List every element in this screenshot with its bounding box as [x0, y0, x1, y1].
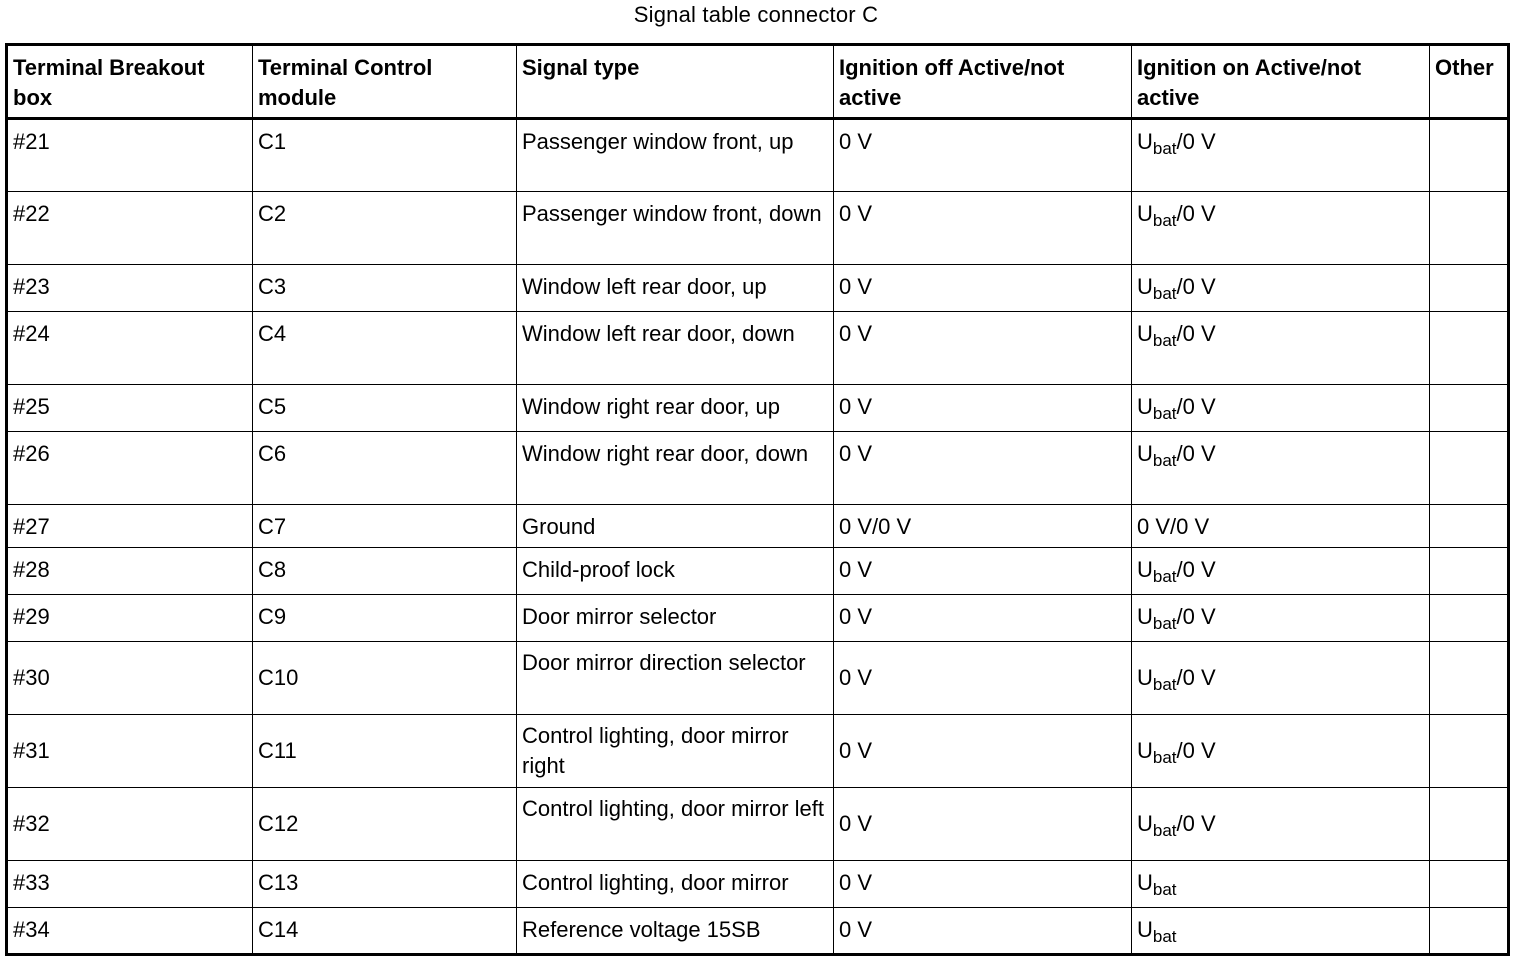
voltage-subscript: bat — [1152, 748, 1177, 767]
voltage-subscript: bat — [1152, 331, 1177, 350]
cell-breakout: #31 — [7, 715, 253, 788]
cell-signal: Control lighting, door mirror — [517, 861, 834, 908]
cell-breakout: #33 — [7, 861, 253, 908]
cell-breakout: #29 — [7, 595, 253, 642]
table-row — [7, 505, 1509, 548]
voltage-subscript: bat — [1152, 675, 1177, 694]
cell-other — [1430, 505, 1509, 548]
voltage-subscript: bat — [1152, 821, 1177, 840]
voltage-suffix: /0 V — [1176, 201, 1216, 226]
cell-breakout: #34 — [7, 908, 253, 955]
header-control-module: Terminal Control module — [253, 45, 517, 119]
cell-control: C2 — [253, 192, 517, 265]
cell-signal: Passenger window front, up — [517, 119, 834, 192]
cell-other — [1430, 432, 1509, 505]
cell-ignition-off: 0 V — [834, 432, 1132, 505]
cell-signal: Window right rear door, down — [517, 432, 834, 505]
cell-ignition-off: 0 V — [834, 908, 1132, 955]
cell-control: C1 — [253, 119, 517, 192]
cell-other — [1430, 265, 1509, 312]
cell-ignition-off: 0 V — [834, 312, 1132, 385]
cell-breakout: #24 — [7, 312, 253, 385]
cell-ignition-on — [1132, 788, 1430, 861]
cell-ignition-off: 0 V — [834, 642, 1132, 715]
voltage-suffix: /0 V — [1176, 738, 1216, 763]
table-caption: Signal table connector C — [633, 2, 879, 27]
cell-control: C9 — [253, 595, 517, 642]
cell-breakout: #30 — [7, 642, 253, 715]
cell-ignition-off: 0 V — [834, 265, 1132, 312]
cell-breakout: #32 — [7, 788, 253, 861]
voltage-base: U — [1137, 604, 1153, 629]
voltage-base: U — [1137, 394, 1153, 419]
cell-ignition-off: 0 V — [834, 119, 1132, 192]
voltage-base: U — [1137, 738, 1153, 763]
voltage-base: U — [1137, 201, 1153, 226]
cell-ignition-on — [1132, 595, 1430, 642]
voltage-suffix: /0 V — [1176, 604, 1216, 629]
table-row — [7, 312, 1509, 385]
header-row — [7, 45, 1509, 119]
cell-other — [1430, 192, 1509, 265]
voltage-base: U — [1137, 811, 1153, 836]
cell-ignition-on — [1132, 642, 1430, 715]
cell-ignition-on — [1132, 385, 1430, 432]
cell-breakout: #26 — [7, 432, 253, 505]
voltage-subscript: bat — [1152, 614, 1177, 633]
cell-ignition-off: 0 V — [834, 548, 1132, 595]
cell-signal: Window left rear door, down — [517, 312, 834, 385]
cell-control: C12 — [253, 788, 517, 861]
cell-control: C6 — [253, 432, 517, 505]
voltage-base: U — [1137, 665, 1153, 690]
voltage-suffix: /0 V — [1176, 321, 1216, 346]
table-row — [7, 192, 1509, 265]
cell-signal: Window right rear door, up — [517, 385, 834, 432]
cell-ignition-on — [1132, 861, 1430, 908]
cell-breakout: #25 — [7, 385, 253, 432]
voltage-base: U — [1137, 557, 1153, 582]
table-row — [7, 432, 1509, 505]
table-row — [7, 715, 1509, 788]
voltage-subscript: bat — [1152, 404, 1177, 423]
voltage-suffix: /0 V — [1176, 274, 1216, 299]
cell-control: C13 — [253, 861, 517, 908]
voltage-base: U — [1137, 129, 1153, 154]
voltage-base: U — [1137, 441, 1153, 466]
cell-control: C4 — [253, 312, 517, 385]
cell-other — [1430, 908, 1509, 955]
cell-control: C11 — [253, 715, 517, 788]
cell-ignition-off: 0 V — [834, 861, 1132, 908]
voltage-suffix: /0 V — [1176, 811, 1216, 836]
cell-other — [1430, 548, 1509, 595]
cell-ignition-off: 0 V — [834, 788, 1132, 861]
voltage-suffix: /0 V — [1176, 129, 1216, 154]
cell-control: C7 — [253, 505, 517, 548]
voltage-suffix: /0 V — [1176, 441, 1216, 466]
cell-signal: Control lighting, door mirror left — [517, 788, 834, 861]
voltage-subscript: bat — [1152, 284, 1177, 303]
cell-signal: Reference voltage 15SB — [517, 908, 834, 955]
cell-ignition-on — [1132, 265, 1430, 312]
cell-control: C3 — [253, 265, 517, 312]
cell-breakout: #23 — [7, 265, 253, 312]
voltage-suffix: /0 V — [1176, 557, 1216, 582]
table-row — [7, 908, 1509, 955]
header-other: Other — [1430, 45, 1509, 119]
table-row — [7, 385, 1509, 432]
cell-control: C8 — [253, 548, 517, 595]
voltage-base: U — [1137, 274, 1153, 299]
cell-control: C5 — [253, 385, 517, 432]
cell-breakout: #28 — [7, 548, 253, 595]
cell-other — [1430, 788, 1509, 861]
table-row — [7, 119, 1509, 192]
cell-ignition-on — [1132, 908, 1430, 955]
voltage-base: U — [1137, 321, 1153, 346]
cell-ignition-on — [1132, 192, 1430, 265]
cell-ignition-on — [1132, 548, 1430, 595]
voltage-subscript: bat — [1152, 139, 1177, 158]
cell-other — [1430, 715, 1509, 788]
header-ignition-off: Ignition off Active/not active — [834, 45, 1132, 119]
cell-ignition-on — [1132, 715, 1430, 788]
table-row — [7, 595, 1509, 642]
table-row — [7, 861, 1509, 908]
cell-ignition-off: 0 V — [834, 595, 1132, 642]
voltage-subscript: bat — [1152, 211, 1177, 230]
cell-other — [1430, 385, 1509, 432]
cell-signal: Ground — [517, 505, 834, 548]
cell-ignition-on — [1132, 119, 1430, 192]
cell-signal: Child-proof lock — [517, 548, 834, 595]
cell-other — [1430, 642, 1509, 715]
cell-signal: Control lighting, door mirror right — [517, 715, 834, 788]
cell-ignition-off: 0 V — [834, 715, 1132, 788]
cell-signal: Window left rear door, up — [517, 265, 834, 312]
table-row — [7, 265, 1509, 312]
cell-ignition-on — [1132, 312, 1430, 385]
voltage-base: U — [1137, 870, 1153, 895]
cell-signal: Door mirror direction selector — [517, 642, 834, 715]
voltage-subscript: bat — [1152, 927, 1177, 946]
cell-ignition-off: 0 V/0 V — [834, 505, 1132, 548]
voltage-base: U — [1137, 917, 1153, 942]
cell-other — [1430, 595, 1509, 642]
cell-control: C10 — [253, 642, 517, 715]
table-row — [7, 642, 1509, 715]
voltage-subscript: bat — [1152, 880, 1177, 899]
cell-control: C14 — [253, 908, 517, 955]
voltage-suffix: /0 V — [1176, 665, 1216, 690]
cell-breakout: #21 — [7, 119, 253, 192]
cell-other — [1430, 312, 1509, 385]
header-ignition-on: Ignition on Active/not active — [1132, 45, 1430, 119]
voltage-suffix: /0 V — [1176, 394, 1216, 419]
table-row — [7, 788, 1509, 861]
cell-breakout: #27 — [7, 505, 253, 548]
cell-other — [1430, 861, 1509, 908]
cell-ignition-off: 0 V — [834, 385, 1132, 432]
cell-other — [1430, 119, 1509, 192]
table-row — [7, 548, 1509, 595]
voltage-subscript: bat — [1152, 567, 1177, 586]
voltage-base: 0 V/0 V — [1137, 514, 1210, 539]
cell-ignition-on — [1132, 505, 1430, 548]
header-breakout-box: Terminal Breakout box — [7, 45, 253, 119]
cell-signal: Door mirror selector — [517, 595, 834, 642]
cell-breakout: #22 — [7, 192, 253, 265]
header-signal-type: Signal type — [517, 45, 834, 119]
cell-ignition-on — [1132, 432, 1430, 505]
cell-signal: Passenger window front, down — [517, 192, 834, 265]
cell-ignition-off: 0 V — [834, 192, 1132, 265]
signal-table — [5, 43, 1510, 956]
voltage-subscript: bat — [1152, 451, 1177, 470]
